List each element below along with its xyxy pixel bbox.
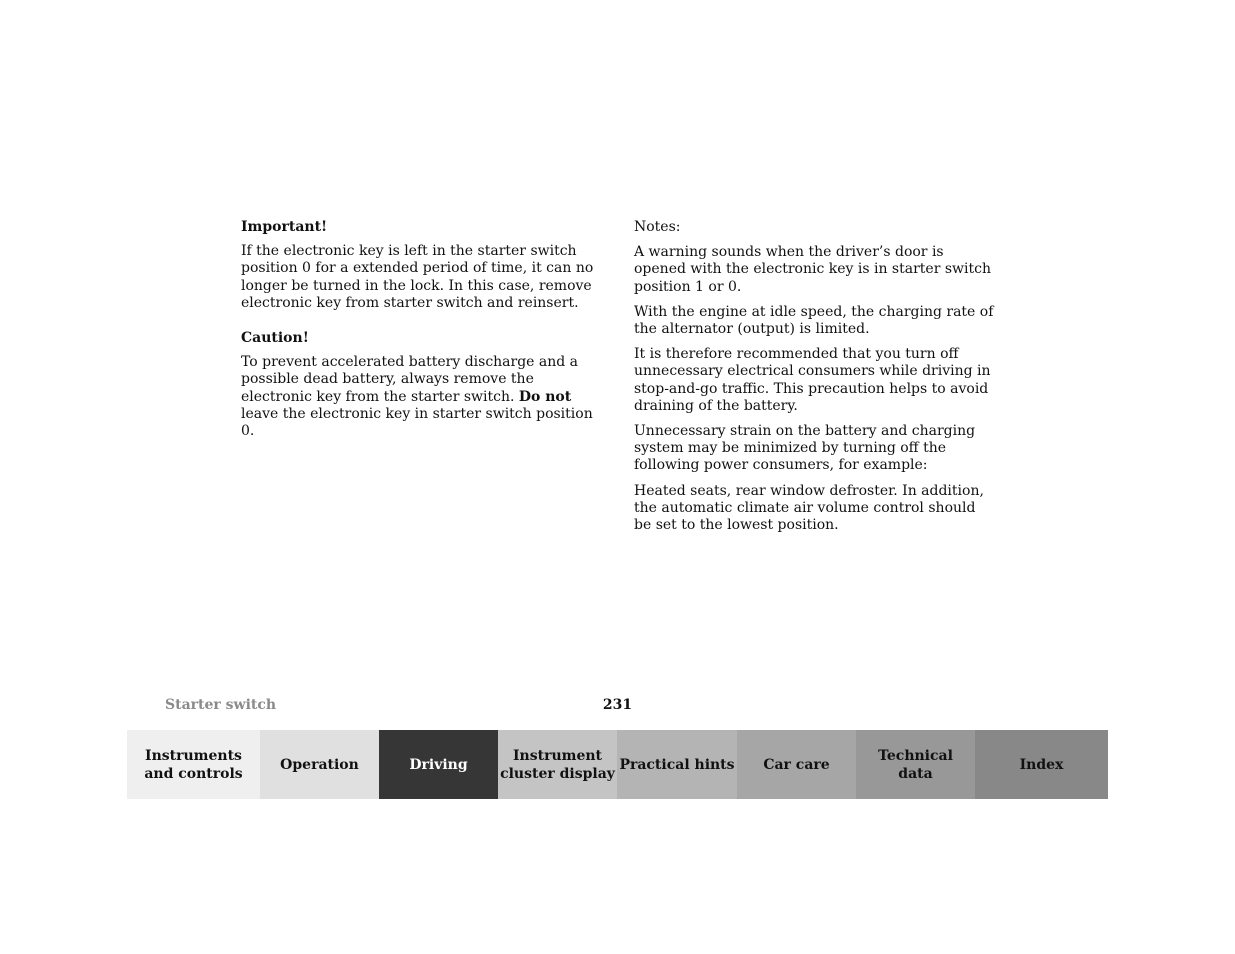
- note-paragraph-2: With the engine at idle speed, the charging rate of the alternator (output) is limited.: [634, 303, 994, 338]
- tab-index[interactable]: Index: [975, 730, 1108, 799]
- left-column: [241, 219, 603, 448]
- notes-label: Notes:: [634, 219, 681, 235]
- caution-heading: Caution!: [241, 330, 309, 347]
- caution-text-before: To prevent accelerated battery discharge and a possible dead battery, always remove the electronic key from the starter switch.: [241, 354, 579, 405]
- note-paragraph-3: It is therefore recommended that you turn off unnecessary electrical consumers while driving in stop-and-go traffic. This precaution helps to avoid draining of the battery.: [634, 346, 991, 414]
- tab-car-care[interactable]: Car care: [737, 730, 856, 799]
- tab-practical-hints[interactable]: Practical hints: [617, 730, 737, 799]
- tab-driving[interactable]: Driving: [379, 730, 498, 799]
- footer-section-title: Starter switch: [165, 697, 277, 713]
- note-paragraph-5: Heated seats, rear window defroster. In addition, the automatic climate air volume control should be set to the lowest position.: [634, 482, 984, 534]
- page-number: 231: [602, 697, 633, 713]
- important-text: If the electronic key is left in the starter switch position 0 for a extended period of time, it can no longer be turned in the lock. In this case, remove electronic key from starter switch and reinsert.: [241, 243, 594, 311]
- caution-text: [241, 354, 603, 440]
- note-paragraph-4: Unnecessary strain on the battery and charging system may be minimized by turning off the following power consumers, for example:: [634, 423, 976, 474]
- tab-instrument-cluster-display[interactable]: Instrument cluster display: [498, 730, 617, 799]
- important-heading: Important!: [241, 219, 328, 235]
- right-column: [634, 219, 996, 542]
- note-paragraph-1: A warning sounds when the driver’s door is opened with the electronic key is in starter switch position 1 or 0.: [634, 244, 991, 295]
- caution-text-after: leave the electronic key in starter switch position 0.: [241, 405, 593, 440]
- tab-technical-data[interactable]: Technical data: [856, 730, 975, 799]
- chapter-tab-bar: [127, 730, 1108, 799]
- tab-instruments-and-controls[interactable]: Instruments and controls: [127, 730, 260, 799]
- tab-operation[interactable]: Operation: [260, 730, 379, 799]
- caution-text-emphasis: Do not: [518, 388, 572, 405]
